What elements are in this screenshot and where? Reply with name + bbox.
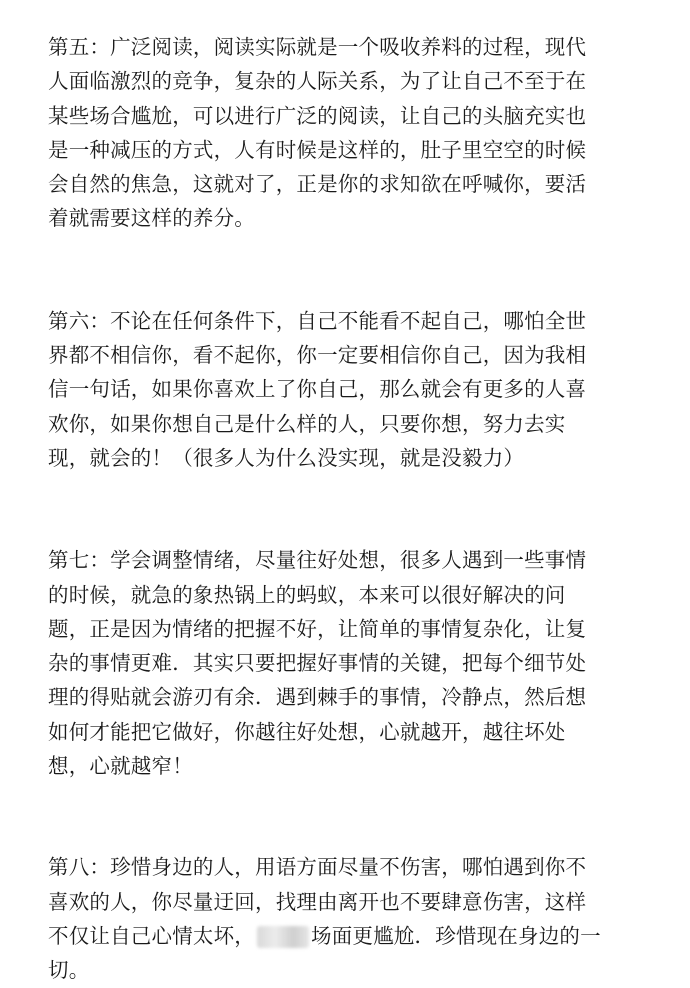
text-line: 着就需要这样的养分。	[48, 206, 255, 231]
text-line-with-blur	[48, 919, 660, 953]
text-line: 杂的事情更难．其实只要把握好事情的关键，把每个细节处	[48, 651, 587, 676]
section-7	[48, 543, 660, 783]
text-line: 理的得贴就会游刃有余．遇到棘手的事情，冷静点，然后想	[48, 685, 587, 710]
text-line: 第六：不论在任何条件下，自己不能看不起自己，哪怕全世	[48, 308, 587, 333]
text-line: 第五：广泛阅读，阅读实际就是一个吸收养料的过程，现代	[48, 35, 587, 59]
section-5	[48, 30, 660, 236]
text-line: 想，心就越窄！	[48, 754, 193, 779]
text-line: 某些场合尴尬，可以进行广泛的阅读，让自己的头脑充实也	[48, 103, 587, 128]
paragraph-gap	[48, 475, 660, 543]
text-line: 信一句话，如果你喜欢上了你自己，那么就会有更多的人喜	[48, 377, 587, 402]
text-line: 是一种减压的方式，人有时候是这样的，肚子里空空的时候	[48, 137, 587, 162]
text-line: 第八：珍惜身边的人，用语方面尽量不伤害，哪怕遇到你不	[48, 855, 587, 880]
text-fragment: 不仅让自己心情太坏，	[48, 923, 255, 948]
text-fragment: 场面更尴尬．珍惜现在身边的一	[311, 923, 601, 948]
text-line: 欢你，如果你想自己是什么样的人，只要你想，努力去实	[48, 411, 566, 436]
section-8	[48, 850, 660, 987]
text-line: 人面临激烈的竞争，复杂的人际关系，为了让自己不至于在	[48, 69, 587, 94]
text-line: 喜欢的人，你尽量迂回，找理由离开也不要肆意伤害，这样	[48, 889, 587, 914]
text-line: 切。	[48, 958, 90, 983]
paragraph-gap	[48, 783, 660, 850]
text-line: 会自然的焦急，这就对了，正是你的求知欲在呼喊你，要活	[48, 172, 587, 197]
text-line: 第七：学会调整情绪，尽量往好处想，很多人遇到一些事情	[48, 548, 587, 573]
text-line: 题，正是因为情绪的把握不好，让简单的事情复杂化，让复	[48, 616, 587, 641]
text-line: 界都不相信你，看不起你，你一定要相信你自己，因为我相	[48, 343, 587, 368]
blurred-watermark	[257, 926, 309, 948]
text-line: 现，就会的！（很多人为什么没实现，就是没毅力）	[48, 445, 525, 470]
section-6	[48, 304, 660, 475]
text-line: 的时候，就急的象热锅上的蚂蚁，本来可以很好解决的问	[48, 582, 566, 607]
paragraph-gap	[48, 236, 660, 304]
text-line: 如何才能把它做好，你越往好处想，心就越开，越往坏处	[48, 719, 566, 744]
